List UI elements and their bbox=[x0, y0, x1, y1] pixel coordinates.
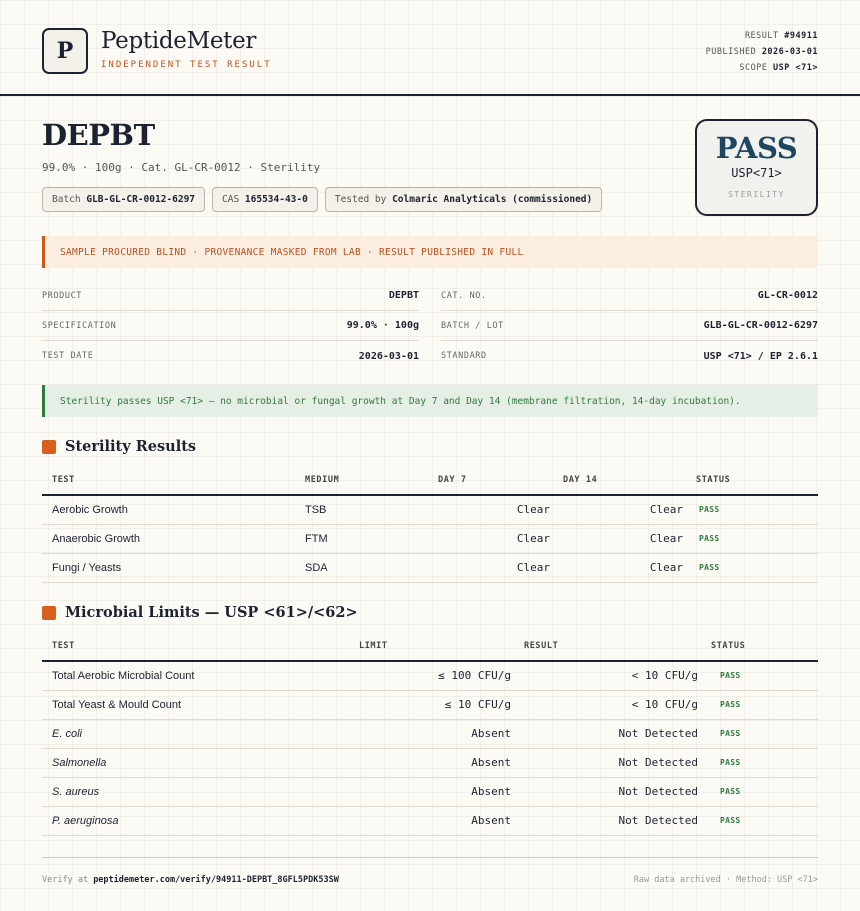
test-name: E. coli bbox=[42, 719, 349, 748]
status-badge: PASS bbox=[686, 495, 818, 524]
status-badge: PASS bbox=[701, 806, 818, 835]
table-row bbox=[42, 524, 818, 553]
published-value: 2026-03-01 bbox=[761, 47, 818, 57]
limit-value: Absent bbox=[349, 777, 514, 806]
microbial-section-heading bbox=[42, 604, 358, 621]
pass-verdict: PASS bbox=[715, 131, 798, 165]
result-id-line bbox=[706, 28, 818, 44]
info-value: 2026-03-01 bbox=[358, 350, 419, 362]
chip-value: 165534-43-0 bbox=[244, 194, 308, 205]
info-key: PRODUCT bbox=[42, 290, 83, 301]
day14-result: Clear bbox=[553, 495, 686, 524]
info-row bbox=[441, 281, 818, 311]
pass-scope: STERILITY bbox=[728, 190, 785, 199]
result-value: Not Detected bbox=[514, 806, 701, 835]
column-header: STATUS bbox=[701, 632, 818, 661]
table-row bbox=[42, 806, 818, 835]
status-badge: PASS bbox=[701, 748, 818, 777]
info-value: 99.0% · 100g bbox=[346, 320, 419, 331]
table-row bbox=[42, 777, 818, 806]
status-badge: PASS bbox=[701, 777, 818, 806]
scope-line bbox=[706, 60, 818, 76]
report-footer bbox=[42, 857, 818, 897]
tested-by-chip bbox=[325, 187, 602, 212]
table-row bbox=[42, 719, 818, 748]
brand-tagline: INDEPENDENT TEST RESULT bbox=[101, 60, 272, 70]
product-chips bbox=[42, 187, 602, 212]
info-key: TEST DATE bbox=[42, 351, 94, 361]
info-value: USP <71> / EP 2.6.1 bbox=[703, 350, 818, 362]
limit-value: Absent bbox=[349, 719, 514, 748]
verify-label: Verify at bbox=[42, 875, 89, 885]
chip-label: CAS bbox=[222, 194, 240, 205]
column-header: DAY 14 bbox=[553, 466, 686, 495]
limit-value: Absent bbox=[349, 748, 514, 777]
chip-label: Tested by bbox=[334, 194, 387, 205]
column-header: MEDIUM bbox=[295, 466, 428, 495]
sterility-table bbox=[42, 466, 818, 583]
brand-logo: P bbox=[42, 28, 88, 74]
result-value: #94911 bbox=[784, 31, 818, 41]
result-label: RESULT bbox=[744, 31, 779, 41]
verify-line bbox=[42, 875, 339, 885]
pass-verdict-card bbox=[695, 119, 818, 216]
test-name: Fungi / Yeasts bbox=[42, 553, 295, 582]
info-row bbox=[42, 341, 419, 371]
sterility-section-heading bbox=[42, 438, 196, 455]
section-title: Sterility Results bbox=[65, 438, 197, 455]
table-header-row bbox=[42, 632, 818, 661]
scope-label: SCOPE bbox=[739, 63, 768, 73]
limit-value: ≤ 10 CFU/g bbox=[349, 690, 514, 719]
procurement-notice: SAMPLE PROCURED BLIND · PROVENANCE MASKED FROM LAB · RESULT PUBLISHED IN FULL bbox=[42, 236, 818, 268]
column-header: TEST bbox=[42, 466, 295, 495]
pass-standard: USP<71> bbox=[731, 166, 782, 180]
batch-chip bbox=[42, 187, 205, 212]
info-value: GL-CR-0012 bbox=[757, 290, 818, 301]
limit-value: ≤ 100 CFU/g bbox=[349, 661, 514, 690]
chip-value: GLB-GL-CR-0012-6297 bbox=[86, 194, 196, 205]
medium: SDA bbox=[295, 553, 428, 582]
test-name: P. aeruginosa bbox=[42, 806, 349, 835]
info-column-right bbox=[441, 281, 818, 371]
published-line bbox=[706, 44, 818, 60]
status-badge: PASS bbox=[686, 553, 818, 582]
medium: FTM bbox=[295, 524, 428, 553]
test-name: Salmonella bbox=[42, 748, 349, 777]
table-header-row bbox=[42, 466, 818, 495]
test-name: Total Yeast & Mould Count bbox=[42, 690, 349, 719]
result-value: < 10 CFU/g bbox=[514, 661, 701, 690]
result-value: Not Detected bbox=[514, 719, 701, 748]
cas-chip bbox=[212, 187, 318, 212]
published-label: PUBLISHED bbox=[705, 47, 757, 57]
chip-label: Batch bbox=[52, 194, 81, 205]
info-row bbox=[42, 311, 419, 341]
table-row bbox=[42, 495, 818, 524]
table-row bbox=[42, 661, 818, 690]
day14-result: Clear bbox=[553, 553, 686, 582]
column-header: LIMIT bbox=[349, 632, 514, 661]
brand-name: PeptideMeter bbox=[101, 28, 257, 54]
info-row bbox=[42, 281, 419, 311]
info-value: GLB-GL-CR-0012-6297 bbox=[703, 320, 818, 331]
test-name: Anaerobic Growth bbox=[42, 524, 295, 553]
info-key: CAT. NO. bbox=[441, 290, 487, 301]
table-row bbox=[42, 748, 818, 777]
info-row bbox=[441, 311, 818, 341]
result-meta bbox=[706, 28, 818, 76]
status-badge: PASS bbox=[686, 524, 818, 553]
status-badge: PASS bbox=[701, 661, 818, 690]
verify-link[interactable]: peptidemeter.com/verify/94911-DEPBT_8GFL5PDK53SW bbox=[93, 875, 339, 885]
info-key: STANDARD bbox=[441, 351, 487, 361]
column-header: RESULT bbox=[514, 632, 701, 661]
day14-result: Clear bbox=[553, 524, 686, 553]
footer-method-note: Raw data archived · Method: USP <71> bbox=[633, 875, 818, 885]
status-badge: PASS bbox=[701, 690, 818, 719]
day7-result: Clear bbox=[428, 495, 553, 524]
info-key: BATCH / LOT bbox=[441, 320, 504, 331]
test-name: Aerobic Growth bbox=[42, 495, 295, 524]
scope-value: USP <71> bbox=[773, 63, 818, 73]
medium: TSB bbox=[295, 495, 428, 524]
report-header bbox=[0, 0, 860, 96]
product-subtitle: 99.0% · 100g · Cat. GL-CR-0012 · Sterility bbox=[42, 161, 321, 174]
table-row bbox=[42, 690, 818, 719]
microbial-table bbox=[42, 632, 818, 836]
section-marker-icon bbox=[42, 440, 56, 454]
chip-value: Colmaric Analyticals (commissioned) bbox=[392, 194, 593, 205]
table-row bbox=[42, 553, 818, 582]
test-name: S. aureus bbox=[42, 777, 349, 806]
result-value: Not Detected bbox=[514, 748, 701, 777]
section-marker-icon bbox=[42, 606, 56, 620]
info-column-left bbox=[42, 281, 419, 371]
result-value: < 10 CFU/g bbox=[514, 690, 701, 719]
section-title: Microbial Limits — USP <61>/<62> bbox=[65, 604, 358, 621]
product-title: DEPBT bbox=[42, 118, 155, 152]
column-header: TEST bbox=[42, 632, 349, 661]
column-header: DAY 7 bbox=[428, 466, 553, 495]
sterility-verdict-note: Sterility passes USP <71> — no microbial or fungal growth at Day 7 and Day 14 (membrane filtration, 14-day incubation). bbox=[42, 385, 818, 417]
status-badge: PASS bbox=[701, 719, 818, 748]
test-name: Total Aerobic Microbial Count bbox=[42, 661, 349, 690]
column-header: STATUS bbox=[686, 466, 818, 495]
info-row bbox=[441, 341, 818, 371]
day7-result: Clear bbox=[428, 553, 553, 582]
day7-result: Clear bbox=[428, 524, 553, 553]
limit-value: Absent bbox=[349, 806, 514, 835]
info-key: SPECIFICATION bbox=[42, 320, 117, 331]
result-value: Not Detected bbox=[514, 777, 701, 806]
info-value: DEPBT bbox=[388, 290, 419, 301]
